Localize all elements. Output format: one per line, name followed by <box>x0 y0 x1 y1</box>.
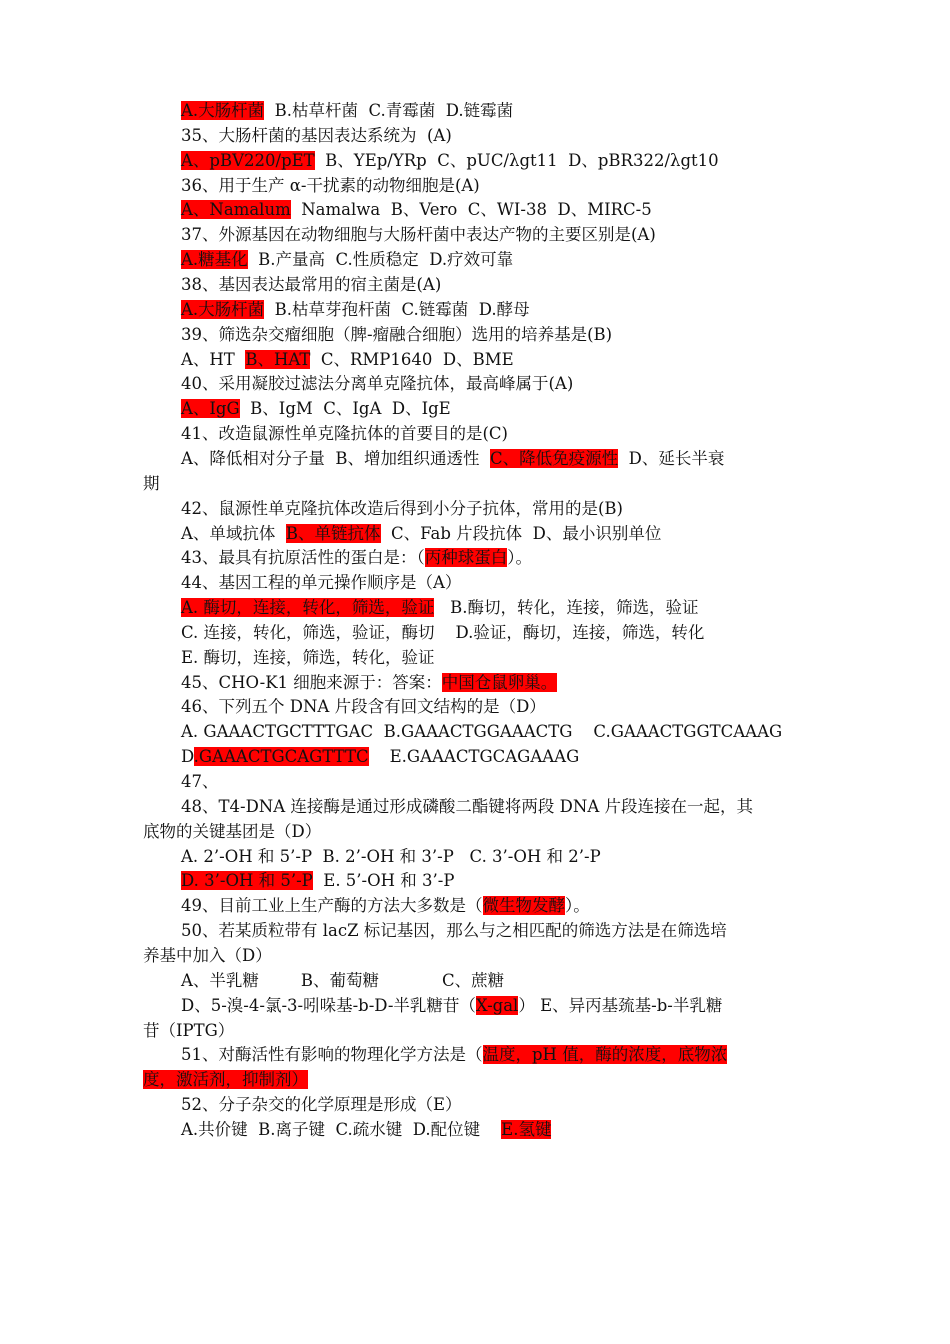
line-text: C、Fab 片段抗体 D、最小识别单位 <box>380 523 662 543</box>
line-text: Namalwa B、Vero C、WI-38 D、MIRC-5 <box>290 200 652 220</box>
highlighted-answer: A. 酶切，连接，转化，筛选，验证 <box>181 598 435 617</box>
text-line <box>143 1093 813 1117</box>
text-line <box>143 372 813 396</box>
text-line <box>143 646 813 670</box>
highlighted-answer: D. 3’-OH 和 5’-P <box>181 871 313 891</box>
highlighted-answer: A、pBV220/pET <box>181 150 315 170</box>
line-text: 42、鼠源性单克隆抗体改造后得到小分子抗体，常用的是(B) <box>181 498 623 518</box>
line-text: 36、用于生产 α-干扰素的动物细胞是(A) <box>181 175 480 195</box>
line-text: 苷（IPTG） <box>143 1020 235 1040</box>
highlighted-answer: 温度，pH 值，酶的浓度，底物浓 <box>482 1045 728 1065</box>
line-text: 37、外源基因在动物细胞与大肠杆菌中表达产物的主要区别是(A) <box>181 225 656 245</box>
text-line <box>143 447 813 471</box>
text-line <box>143 671 813 695</box>
text-line <box>143 770 813 794</box>
line-text: D <box>181 747 194 767</box>
line-text: 39、筛选杂交瘤细胞（脾-瘤融合细胞）选用的培养基是(B) <box>181 324 613 344</box>
text-line <box>143 198 813 222</box>
text-line <box>143 124 813 148</box>
text-line <box>143 994 813 1018</box>
text-line <box>143 472 813 496</box>
text-line <box>143 273 813 297</box>
text-line <box>143 298 813 322</box>
text-line <box>143 1043 813 1067</box>
text-line <box>143 745 813 769</box>
text-line <box>143 149 813 173</box>
text-line <box>143 1019 813 1043</box>
line-text: A、半乳糖 B、葡萄糖 C、蔗糖 <box>181 970 505 990</box>
text-line <box>143 422 813 446</box>
highlighted-answer: 丙种球蛋白 <box>424 548 508 568</box>
line-text: E. 5’-OH 和 3’-P <box>312 871 455 891</box>
line-text: A. 2’-OH 和 5’-P B. 2’-OH 和 3’-P C. 3’-OH 和 2’-P <box>181 846 601 866</box>
line-text: E.GAAACTGCAGAAAG <box>368 747 580 767</box>
highlighted-answer: A、IgG <box>181 399 240 419</box>
line-text: 46、下列五个 DNA 片段含有回文结构的是（D） <box>181 697 546 717</box>
line-text: B、IgM C、IgA D、IgE <box>239 399 451 419</box>
line-text: 47、 <box>181 772 219 791</box>
text-line <box>143 99 813 123</box>
text-line <box>143 571 813 595</box>
highlighted-answer: A.糖基化 <box>181 250 248 270</box>
line-text: A、HT <box>181 349 246 369</box>
line-text: ） E、异丙基巯基-b-半乳糖 <box>518 995 723 1015</box>
line-text: 44、基因工程的单元操作顺序是（A） <box>181 573 462 593</box>
text-line <box>143 1068 813 1092</box>
text-line <box>143 845 813 869</box>
line-text: 养基中加入（D） <box>143 945 272 965</box>
highlighted-answer: C、降低免疫源性 <box>490 448 619 468</box>
text-line <box>143 969 813 993</box>
text-line <box>143 869 813 893</box>
line-text: 底物的关键基团是（D） <box>143 821 322 841</box>
highlighted-answer: 中国仓鼠卵巢。 <box>441 672 558 692</box>
text-line <box>143 596 813 620</box>
line-text: A、降低相对分子量 B、增加组织通透性 <box>181 448 491 468</box>
line-text: 35、大肠杆菌的基因表达系统为 (A) <box>181 125 452 145</box>
text-line <box>143 795 813 819</box>
line-text: B.产量高 C.性质稳定 D.疗效可靠 <box>247 250 514 270</box>
line-text: 43、最具有抗原活性的蛋白是：（ <box>181 548 425 568</box>
highlighted-answer: A.大肠杆菌 <box>181 299 265 319</box>
highlighted-answer: .GAAACTGCAGTTTC <box>193 747 369 767</box>
line-text: D、延长半衰 <box>618 448 725 468</box>
highlighted-answer: B、HAT <box>245 349 311 369</box>
text-line <box>143 522 813 546</box>
text-line <box>143 944 813 968</box>
line-text: 38、基因表达最常用的宿主菌是(A) <box>181 275 442 294</box>
line-text: 期 <box>143 473 160 493</box>
highlighted-answer: X-gal <box>475 995 519 1015</box>
line-text: C. 连接，转化，筛选，验证，酶切 D.验证，酶切，连接，筛选，转化 <box>181 622 705 642</box>
line-text: 45、CHO-K1 细胞来源于：答案： <box>181 672 442 692</box>
text-line <box>143 248 813 272</box>
text-line <box>143 820 813 844</box>
text-line <box>143 223 813 247</box>
line-text: 48、T4-DNA 连接酶是通过形成磷酸二酯键将两段 DNA 片段连接在一起，其 <box>181 796 753 816</box>
text-line <box>143 919 813 943</box>
text-line <box>143 348 813 372</box>
line-text: A.共价键 B.离子键 C.疏水键 D.配位键 <box>181 1119 502 1139</box>
highlighted-answer: E.氢键 <box>501 1119 552 1139</box>
line-text: B.枯草杆菌 C.青霉菌 D.链霉菌 <box>264 101 514 120</box>
line-text: A. GAAACTGCTTTGAC B.GAAACTGGAAACTG C.GAAACTGGTCAAAG <box>181 722 783 742</box>
text-line <box>143 174 813 198</box>
line-text: A、单域抗体 <box>181 523 286 543</box>
highlighted-answer: A、Namalum <box>181 200 291 220</box>
line-text: C、RMP1640 D、BME <box>310 349 514 369</box>
line-text: 41、改造鼠源性单克隆抗体的首要目的是(C) <box>181 424 508 444</box>
highlighted-answer: A.大肠杆菌 <box>181 101 265 120</box>
text-line <box>143 323 813 347</box>
line-text: B.酶切，转化，连接，筛选，验证 <box>434 598 699 617</box>
highlighted-answer: 度，激活剂，抑制剂） <box>143 1070 308 1090</box>
line-text: E. 酶切，连接，筛选，转化，验证 <box>181 647 435 667</box>
highlighted-answer: B、单链抗体 <box>285 523 381 543</box>
text-line <box>143 695 813 719</box>
line-text: 52、分子杂交的化学原理是形成（E） <box>181 1095 462 1114</box>
line-text: B.枯草芽孢杆菌 C.链霉菌 D.酵母 <box>264 299 530 319</box>
text-line <box>143 546 813 570</box>
line-text: 40、采用凝胶过滤法分离单克隆抗体，最高峰属于(A) <box>181 374 574 394</box>
text-line <box>143 1118 813 1142</box>
line-text: 51、对酶活性有影响的物理化学方法是（ <box>181 1045 483 1065</box>
line-text: 50、若某质粒带有 lacZ 标记基因，那么与之相匹配的筛选方法是在筛选培 <box>181 921 727 941</box>
text-line <box>143 720 813 744</box>
text-line <box>143 894 813 918</box>
line-text: 49、目前工业上生产酶的方法大多数是（ <box>181 896 483 916</box>
line-text: ）。 <box>565 896 590 916</box>
line-text: ）。 <box>507 548 532 568</box>
text-line <box>143 397 813 421</box>
line-text: B、YEp/YRp C、pUC/λgt11 D、pBR322/λgt10 <box>314 150 719 170</box>
text-line <box>143 497 813 521</box>
line-text: D、5-溴-4-氯-3-吲哚基-b-D-半乳糖苷（ <box>181 995 476 1015</box>
highlighted-answer: 微生物发酵 <box>482 896 565 916</box>
text-line <box>143 621 813 645</box>
